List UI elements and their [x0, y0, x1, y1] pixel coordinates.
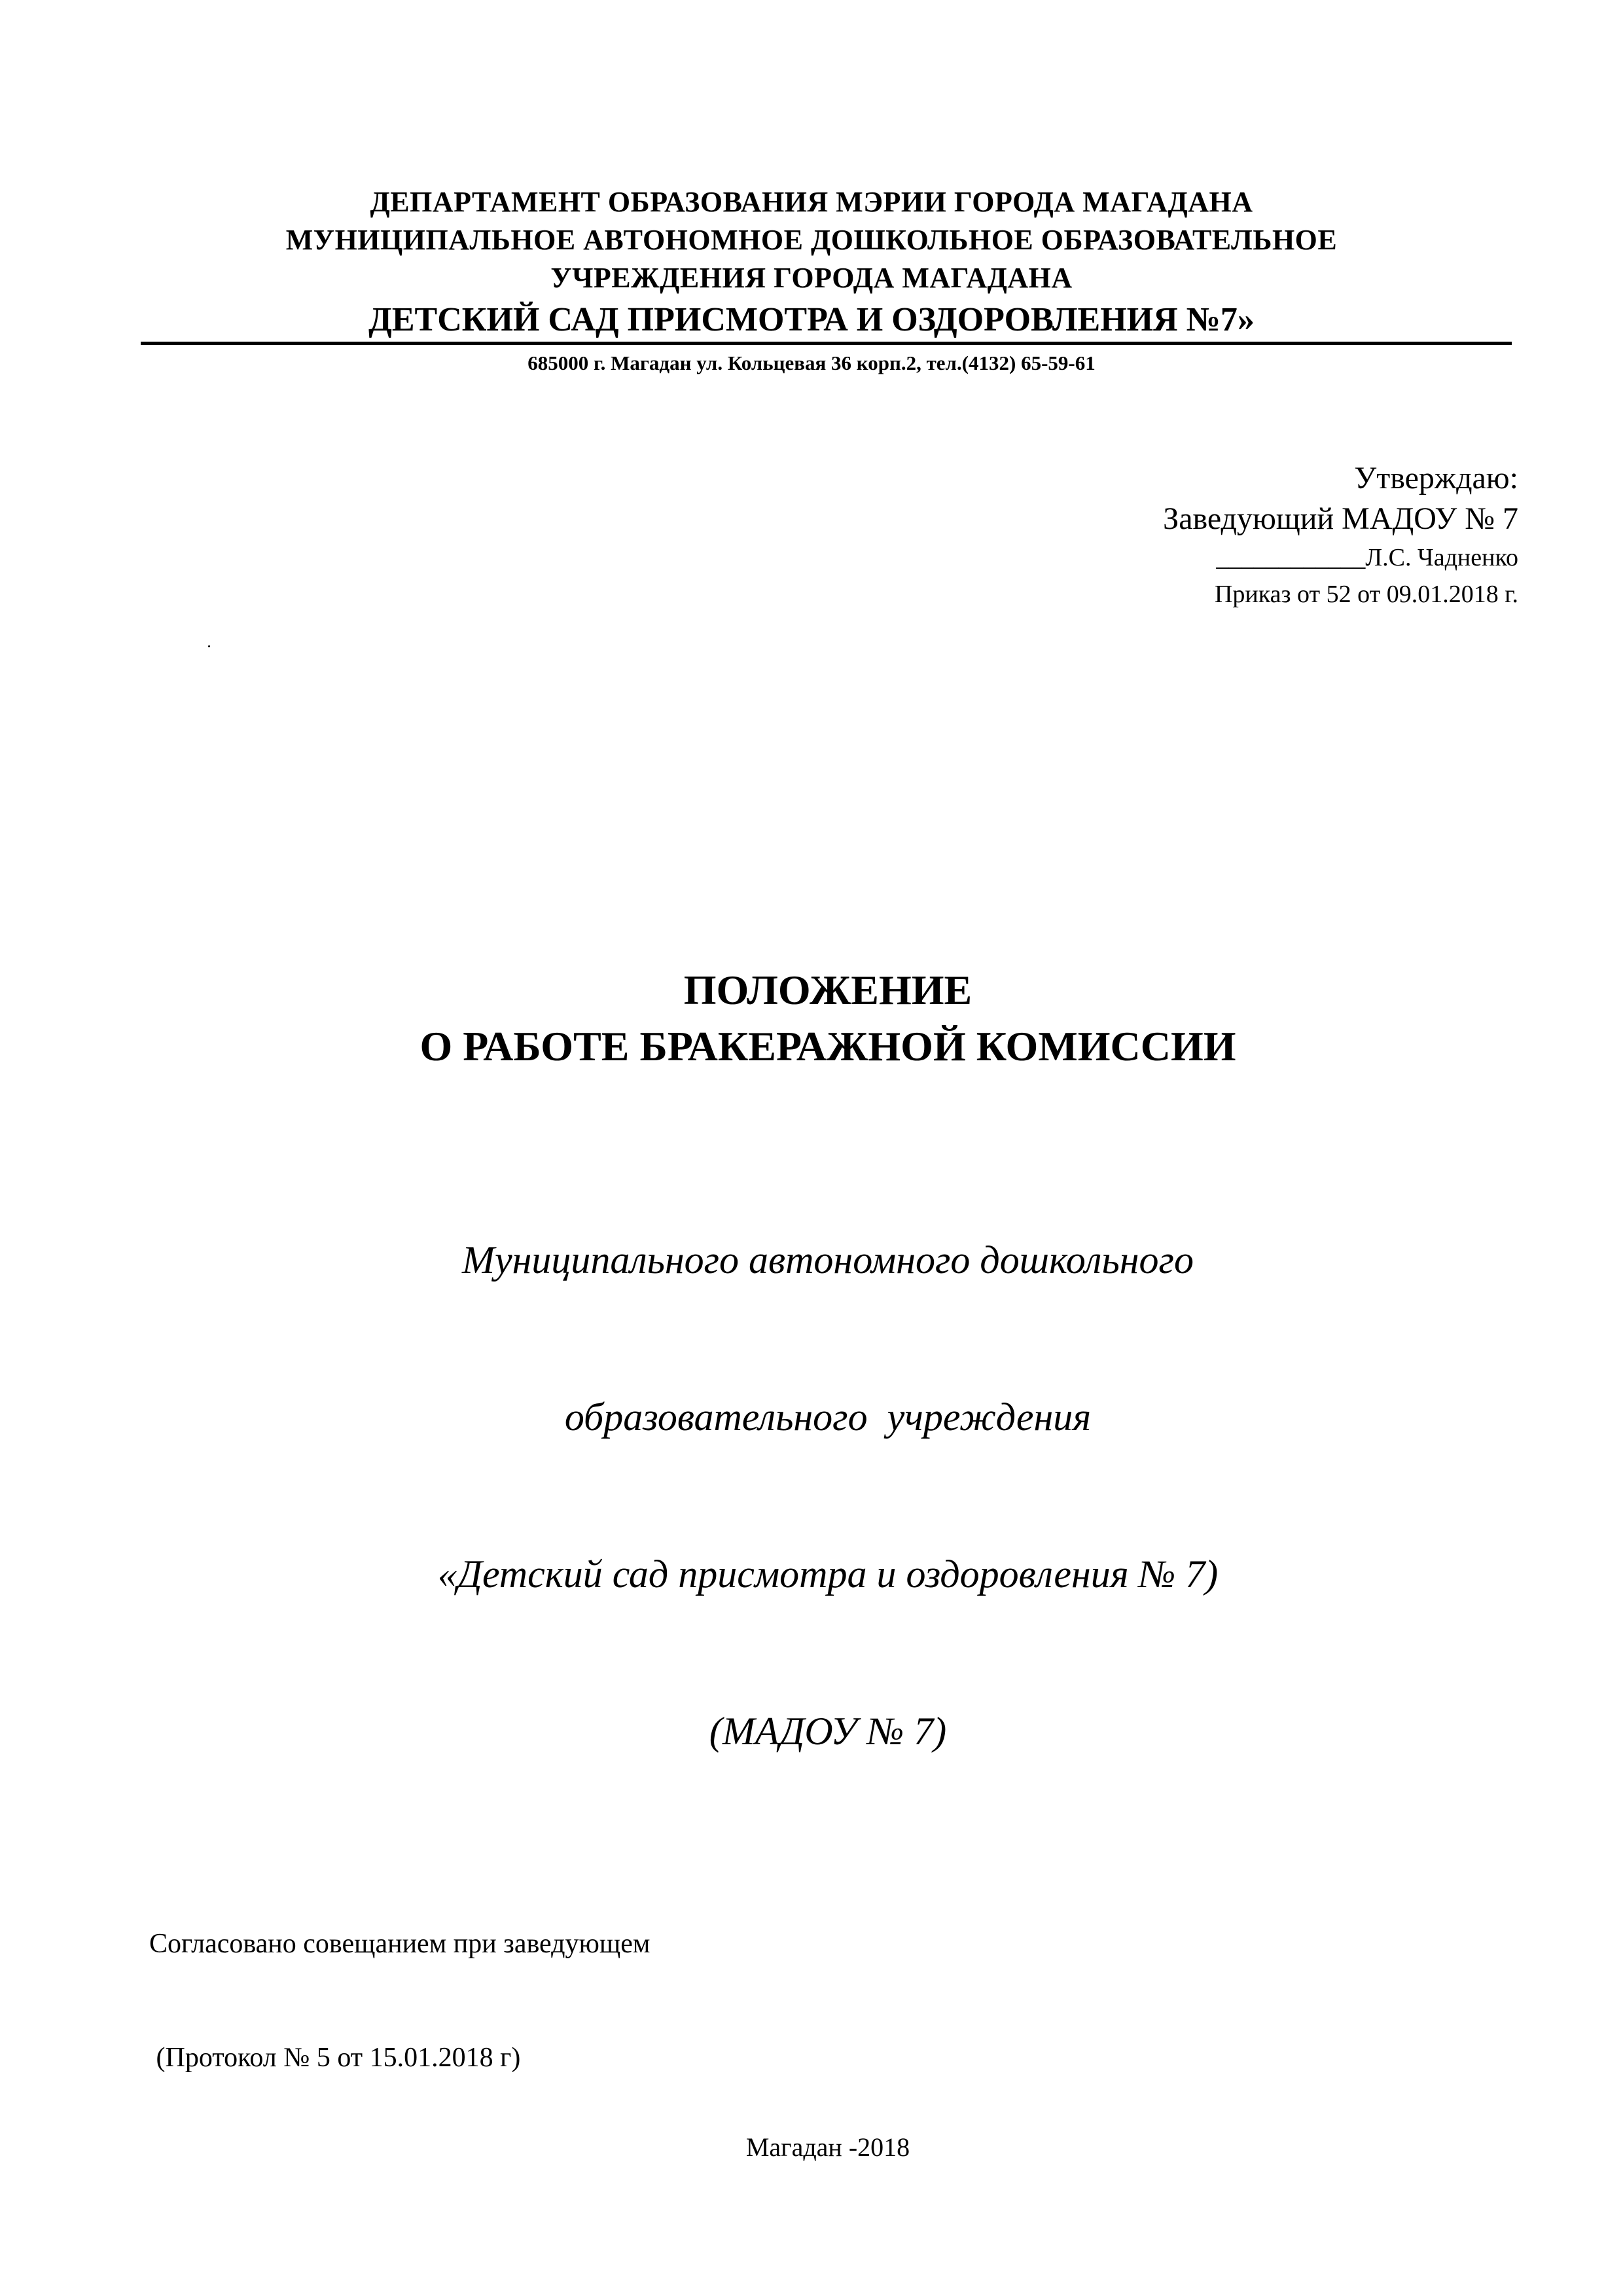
document-title [0, 962, 1623, 1075]
approval-block [1163, 458, 1518, 613]
subtitle-line-2: образовательного учреждения [564, 1395, 1092, 1439]
header-divider [141, 342, 1512, 345]
subtitle-line-4: (МАДОУ № 7) [709, 1710, 947, 1753]
header-institution-type: МУНИЦИПАЛЬНОЕ АВТОНОМНОЕ ДОШКОЛЬНОЕ ОБРАЗОВАТЕЛЬНОЕ [285, 224, 1338, 256]
approval-order: Приказ от 52 от 09.01.2018 г. [1214, 581, 1518, 608]
header-address: 685000 г. Магадан ул. Кольцевая 36 корп.2, тел.(4132) 65-59-61 [527, 351, 1096, 374]
header-institution-name: ДЕТСКИЙ САД ПРИСМОТРА И ОЗДОРОВЛЕНИЯ №7» [368, 301, 1255, 338]
approval-label: Утверждаю: [1354, 461, 1518, 495]
title-line-1: ПОЛОЖЕНИЕ [683, 967, 972, 1013]
stray-dot [208, 645, 210, 647]
agreement-line-1: Согласовано совещанием при заведующем [149, 1929, 651, 1959]
agreement-line-2: (Протокол № 5 от 15.01.2018 г) [149, 2043, 521, 2073]
agreement-block [149, 1849, 650, 2153]
header-department: ДЕПАРТАМЕНТ ОБРАЗОВАНИЯ МЭРИИ ГОРОДА МАГАДАНА [370, 186, 1253, 218]
approval-position: Заведующий МАДОУ № 7 [1163, 501, 1518, 536]
footer-place-year: Магадан -2018 [745, 2132, 910, 2162]
title-line-2: О РАБОТЕ БРАКЕРАЖНОЙ КОМИССИИ [419, 1023, 1236, 1069]
approval-signature: ____________Л.С. Чадненко [1216, 544, 1518, 571]
header-institution-city: УЧРЕЖДЕНИЯ ГОРОДА МАГАДАНА [550, 262, 1073, 294]
subtitle-line-1: Муниципального автономного дошкольного [462, 1238, 1194, 1282]
subtitle-line-3: «Детский сад присмотра и оздоровления № 7) [437, 1552, 1219, 1596]
document-subtitle [0, 1129, 1623, 1862]
institution-header [0, 183, 1623, 343]
